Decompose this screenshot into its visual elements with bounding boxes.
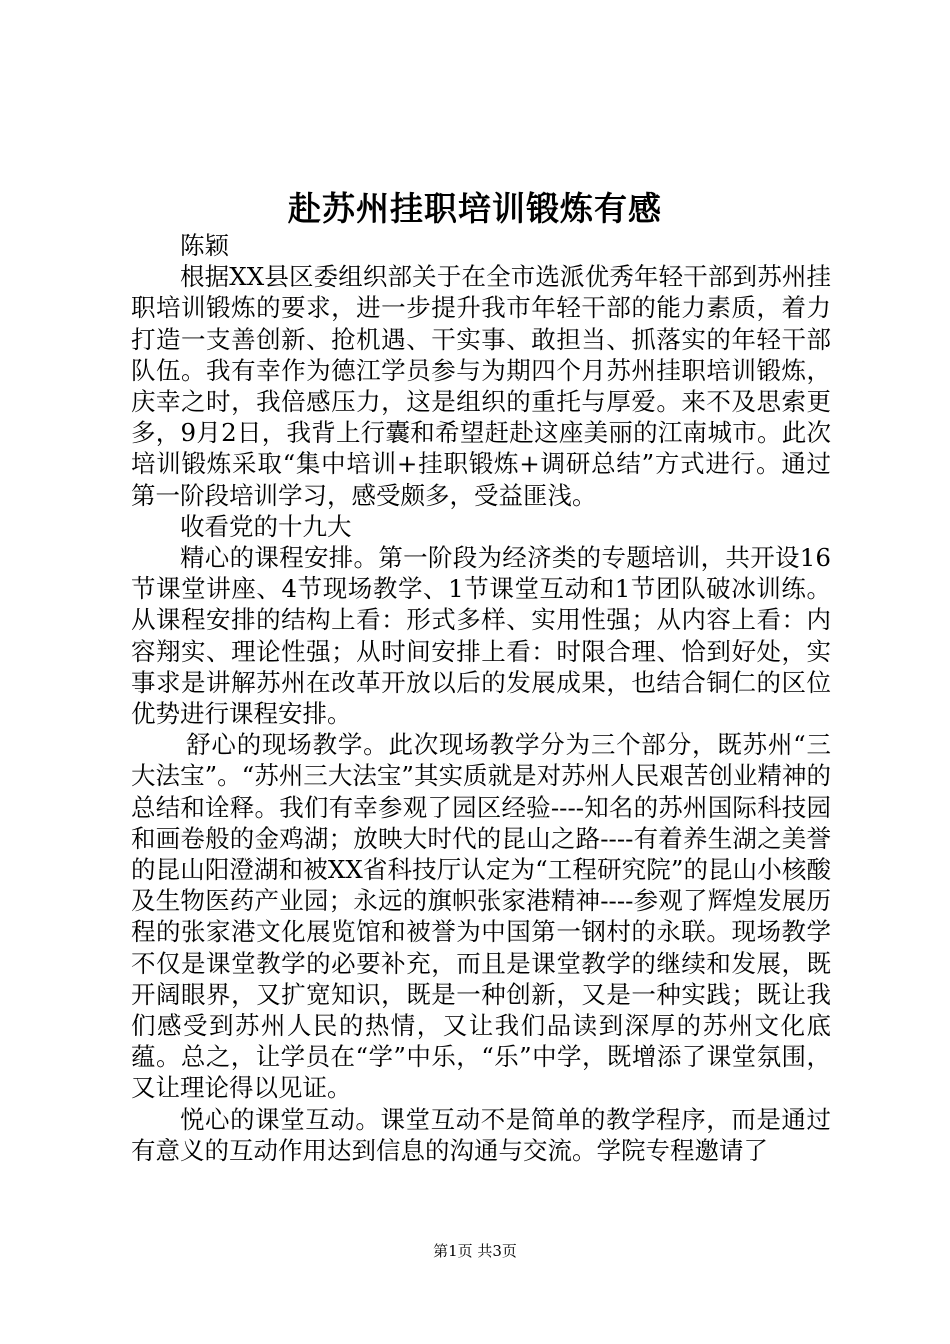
paragraph-field-teaching: 舒心的现场教学。此次现场教学分为三个部分，既苏州“三大法宝”。“苏州三大法宝”其实质就是对苏州人民艰苦创业精神的总结和诠释。我们有幸参观了园区经验----知名的苏州国际科技园和画卷般的金鸡湖；放映大时代的昆山之路----有着养生湖之美誉的昆山阳澄湖和被XX省科技厅认定为“工程研究院”的昆山小核酸及生物医药产业园；永远的旗帜张家港精神----参观了辉煌发展历程的张家港文化展览馆和被誉为中国第一钢村的永联。现场教学不仅是课堂教学的必要补充，而且是课堂教学的继续和发展，既开阔眼界，又扩宽知识，既是一种创新，又是一种实践；既让我们感受到苏州人民的热情，又让我们品读到深厚的苏州文化底蕴。总之，让学员在“学”中乐，“乐”中学，既增添了课堂氛围，又让理论得以见证。 [131, 730, 831, 1103]
paragraph-course: 精心的课程安排。第一阶段为经济类的专题培训，共开设16节课堂讲座、4节现场教学、1节课堂互动和1节团队破冰训练。从课程安排的结构上看：形式多样、实用性强；从内容上看：内容翔实、理论性强；从时间安排上看：时限合理、恰到好处，实事求是讲解苏州在改革开放以后的发展成果，也结合铜仁的区位优势进行课程安排。 [131, 543, 831, 729]
page-footer: 第1页 共3页 [433, 1242, 517, 1260]
paragraph-intro: 根据XX县区委组织部关于在全市选派优秀年轻干部到苏州挂职培训锻炼的要求，进一步提升我市年轻干部的能力素质，着力打造一支善创新、抢机遇、干实事、敢担当、抓落实的年轻干部队伍。我有幸作为德江学员参与为期四个月苏州挂职培训锻炼，庆幸之时，我倍感压力，这是组织的重托与厚爱。来不及思索更多，9月2日，我背上行囊和希望赶赴这座美丽的江南城市。此次培训锻炼采取“集中培训+挂职锻炼+调研总结”方式进行。通过第一阶段培训学习，感受颇多，受益匪浅。 [131, 262, 831, 510]
document-body [131, 230, 831, 1166]
paragraph-interaction: 悦心的课堂互动。课堂互动不是简单的教学程序，而是通过有意义的互动作用达到信息的沟通与交流。学院专程邀请了 [131, 1104, 831, 1165]
author-line: 陈颖 [180, 231, 229, 260]
document-title: 赴苏州挂职培训锻炼有感 [288, 189, 662, 228]
paragraph-heading: 收看党的十九大 [180, 511, 352, 541]
